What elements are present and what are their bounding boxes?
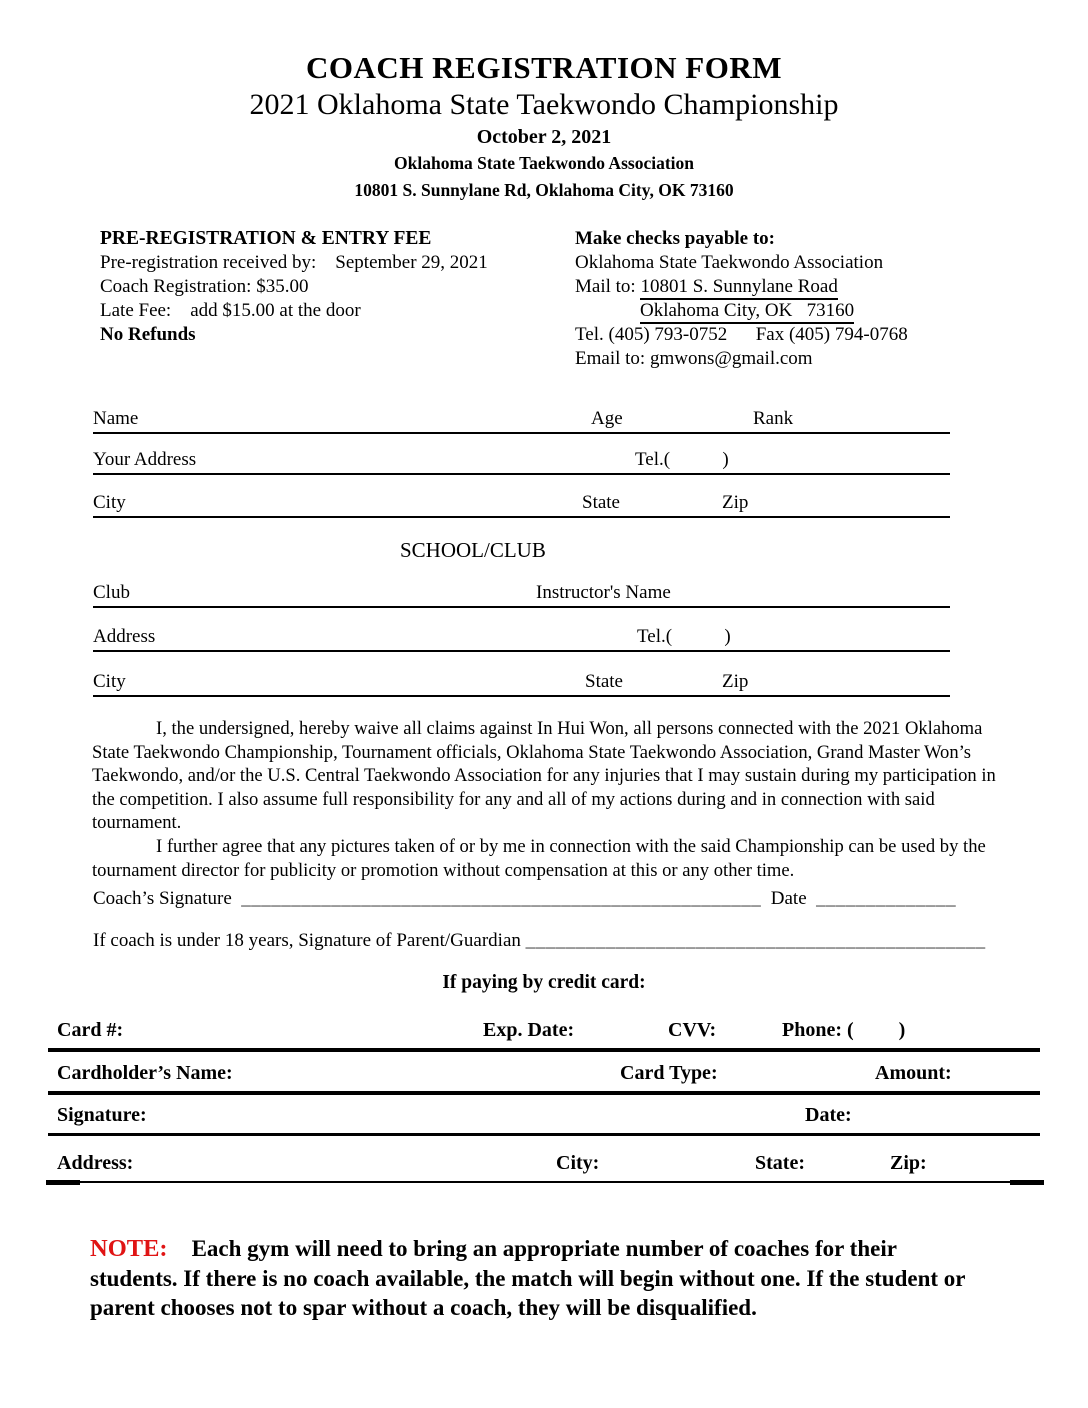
cc-address-label: Address: [57,1152,134,1174]
coach-name-row [93,404,950,434]
mail-to-line [575,275,908,299]
cc-row-3 [48,1095,1040,1136]
card-type-label: Card Type: [620,1062,718,1084]
fee-deadline-line: Pre-registration received by: September 29, 2021 [100,252,488,273]
waiver-text [92,717,998,882]
note-label: NOTE: [90,1235,168,1262]
cc-row-4 [48,1136,1040,1183]
date-label: Date [770,888,807,909]
cc-row-2 [48,1052,1040,1095]
mail-to-label: Mail to: [575,276,641,297]
club-tel-field-label: Tel.( ) [637,626,731,647]
address-field-label: Your Address [93,449,197,470]
fee-amount-line: Coach Registration: $35.00 [100,276,309,297]
late-fee-line: Late Fee: add $15.00 at the door [100,300,361,321]
club-city-field-label: City [93,671,126,692]
club-state-field-label: State [585,671,623,692]
exp-date-label: Exp. Date: [483,1019,575,1041]
cc-state-label: State: [755,1152,805,1174]
cvv-label: CVV: [668,1019,717,1041]
tel-field-label: Tel.( ) [635,449,729,470]
amount-label: Amount: [875,1062,952,1084]
payee-name: Oklahoma State Taekwondo Association [575,252,884,273]
mail-to-city: Oklahoma City, OK 73160 [640,300,854,324]
cc-city-label: City: [556,1152,600,1174]
coach-address-row [93,445,950,475]
coach-signature-label: Coach’s Signature [93,888,232,909]
cc-row-1 [48,1012,1040,1052]
credit-card-table [48,1012,1040,1183]
cc-phone-label: Phone: ( ) [782,1019,906,1041]
card-number-label: Card #: [57,1019,124,1041]
guardian-signature-line: ______________________________________________ [525,930,986,951]
credit-card-heading: If paying by credit card: [442,972,646,993]
club-address-row [93,622,950,652]
coach-signature-line: ____________________________________________________ [241,888,762,909]
cc-date-label: Date: [805,1104,852,1126]
fees-heading: PRE-REGISTRATION & ENTRY FEE [100,228,432,249]
checks-heading: Make checks payable to: [575,228,776,249]
age-field-label: Age [591,408,623,429]
club-field-label: Club [93,582,130,603]
organization-address: 10801 S. Sunnylane Rd, Oklahoma City, OK 73160 [354,180,734,200]
club-city-row [93,667,950,697]
event-date: October 2, 2021 [476,126,612,148]
coach-signature-row [93,888,956,910]
pre-registration-fees [100,227,488,347]
name-field-label: Name [93,408,139,429]
rank-field-label: Rank [753,408,794,429]
waiver-paragraph-1: I, the undersigned, hereby waive all claims against In Hui Won, all persons connected with the 2021 Oklahoma State Taekwondo Championship, Tournament officials, Oklahoma State Taekwondo Association, Grand Master Won’s Taekwondo, and/or the U.S. Central Taekwondo Association for any injuries that I may sustain during my participation in the competition. I also assume full responsibility for any and all of my actions during and in connection with said tournament. [92,718,996,834]
note-text: Each gym will need to bring an appropriate number of coaches for their students. If there is no coach available, the match will begin without one. If the student or parent chooses not to spar without a coach, they will be disqualified. [90,1236,966,1320]
waiver-paragraph-2: I further agree that any pictures taken of or by me in connection with the said Championship can be used by the tournament director for publicity or promotion without compensation at this or any other time. [92,835,986,881]
city-field-label: City [93,492,126,513]
no-refunds-text: No Refunds [100,324,196,345]
state-field-label: State [582,492,620,513]
cardholder-name-label: Cardholder’s Name: [57,1062,233,1084]
club-address-field-label: Address [93,626,156,647]
email-label: Email to: [575,348,650,369]
email-line [575,347,908,371]
event-title: 2021 Oklahoma State Taekwondo Championship [249,88,839,121]
make-checks-payable [575,227,908,371]
email-address: gmwons@gmail.com [649,348,813,369]
coach-requirement-note [90,1234,970,1323]
zip-field-label: Zip [722,492,749,513]
instructor-field-label: Instructor's Name [536,582,671,603]
guardian-signature-label: If coach is under 18 years, Signature of Parent/Guardian [93,930,521,951]
school-club-heading: SCHOOL/CLUB [400,538,546,562]
organization-name: Oklahoma State Taekwondo Association [394,153,694,173]
date-line: ______________ [816,888,957,909]
coach-city-row [93,488,950,518]
tel-fax-line: Tel. (405) 793-0752 Fax (405) 794-0768 [575,324,908,345]
guardian-signature-row [93,930,986,952]
cc-zip-label: Zip: [890,1152,927,1174]
club-zip-field-label: Zip [722,671,749,692]
page-title: COACH REGISTRATION FORM [306,50,782,85]
club-row [93,578,950,608]
mail-to-address: 10801 S. Sunnylane Road [640,276,837,300]
cc-signature-label: Signature: [57,1104,147,1126]
